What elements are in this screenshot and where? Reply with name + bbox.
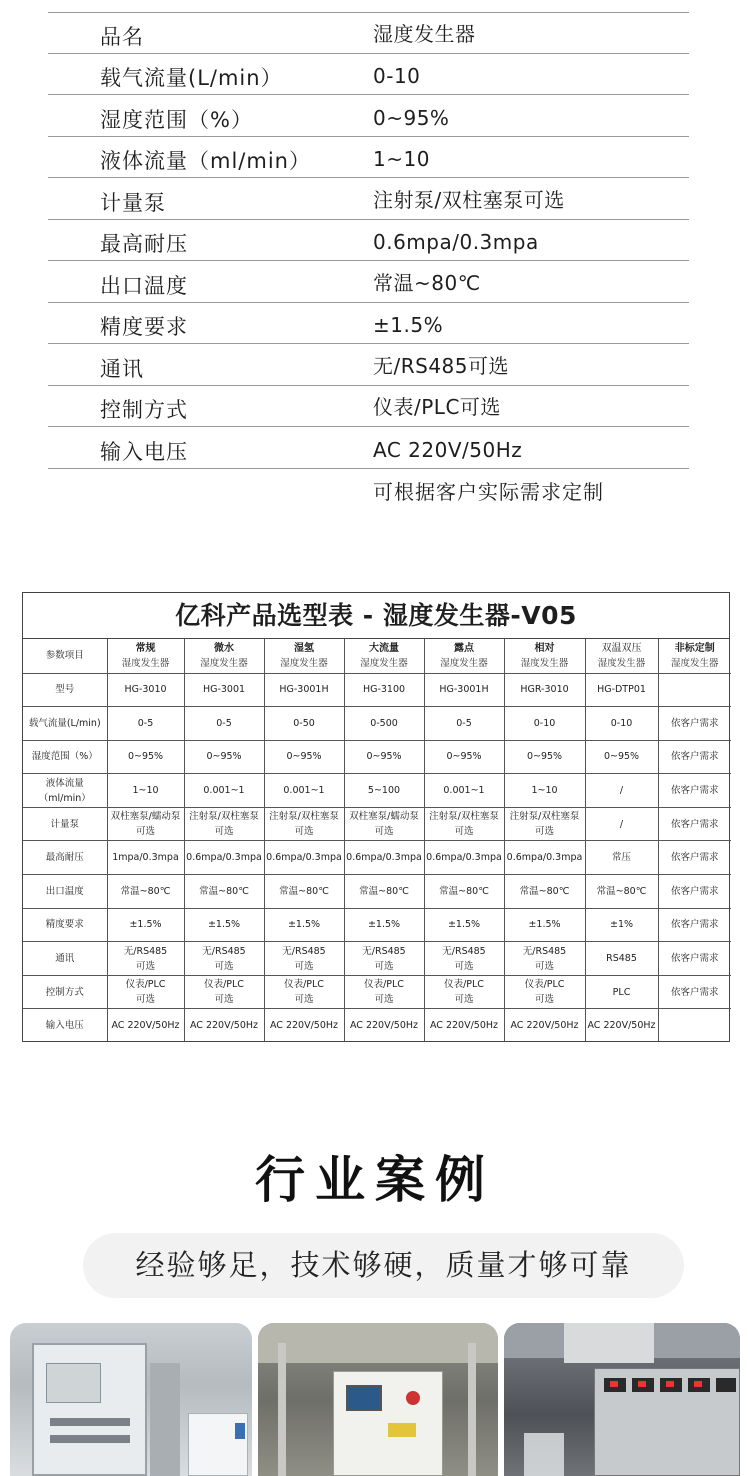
table-cell (107, 774, 184, 808)
table-cell (424, 908, 504, 942)
table-cell (264, 975, 344, 1009)
table-cell (107, 908, 184, 942)
table-cell (658, 673, 731, 707)
spec-key: 控制方式 (100, 398, 188, 422)
cell-line: ±1.5% (447, 919, 481, 931)
spec-value: 注射泵/双柱塞泵可选 (373, 187, 565, 212)
spec-value: AC 220V/50Hz (373, 437, 523, 462)
column-name: 双温双压 (601, 642, 642, 654)
row-label-cell: 出口温度 (23, 875, 107, 909)
cell-line: 依客户需求 (670, 818, 719, 830)
table-cell (504, 908, 585, 942)
spec-value: 0.6mpa/0.3mpa (373, 230, 539, 254)
row-label-cell: 湿度范围（%） (23, 740, 107, 774)
table-cell (504, 807, 585, 841)
table-row (23, 908, 731, 942)
cell-line: 0~95% (603, 751, 640, 763)
cell-line: 依客户需求 (670, 785, 719, 797)
column-header-cell (424, 639, 504, 673)
spec-key: 液体流量（ml/min） (100, 149, 311, 173)
cell-line: 可选 (135, 994, 155, 1006)
table-cell (658, 975, 731, 1009)
column-header-cell (184, 639, 264, 673)
spec-row (48, 303, 689, 345)
table-cell (264, 807, 344, 841)
table-cell (658, 875, 731, 909)
cell-line: 依客户需求 (670, 751, 719, 763)
cell-line: ±1.5% (129, 919, 162, 931)
cell-line: 0.6mpa/0.3mpa (266, 852, 342, 864)
cell-line: 依客户需求 (670, 885, 719, 897)
table-cell (264, 707, 344, 741)
spec-value: 0~95% (373, 105, 450, 130)
selection-table-title: 亿科产品选型表 - 湿度发生器-V05 (23, 593, 729, 639)
table-cell (504, 1009, 585, 1041)
column-header-cell (107, 639, 184, 673)
cell-line: 常温~80℃ (596, 885, 647, 897)
spec-value: 无/RS485可选 (373, 353, 510, 378)
table-cell (424, 942, 504, 976)
spec-value: 1~10 (373, 147, 430, 171)
column-name: 常规 (135, 642, 156, 654)
spec-row (48, 137, 689, 179)
spec-value: 常温~80℃ (373, 270, 481, 295)
table-cell (424, 707, 504, 741)
cell-line: 仪表/PLC (524, 979, 565, 991)
cell-line: 可选 (214, 960, 234, 972)
cell-line: 0.001~1 (203, 785, 245, 797)
table-cell (184, 673, 264, 707)
cell-line: HG-DTP01 (597, 684, 646, 696)
cell-line: ±1.5% (528, 919, 561, 931)
cell-line: PLC (612, 986, 631, 998)
table-cell (504, 673, 585, 707)
table-cell (424, 673, 504, 707)
column-name: 露点 (454, 642, 474, 654)
cell-line: 依客户需求 (670, 852, 719, 864)
table-cell (658, 1009, 731, 1041)
table-cell (107, 975, 184, 1009)
table-cell (264, 1009, 344, 1041)
table-cell (424, 875, 504, 909)
cell-line: 注射泵/双柱塞泵 (429, 811, 499, 823)
cell-line: 1mpa/0.3mpa (112, 852, 179, 864)
table-cell (504, 707, 585, 741)
cell-line: 可选 (294, 994, 314, 1006)
cell-line: HG-3010 (124, 684, 167, 696)
cell-line: 可选 (135, 960, 155, 972)
cell-line: 双柱塞泵/蠕动泵 (110, 811, 181, 823)
spec-row (48, 427, 689, 469)
cell-line: 注射泵/双柱塞泵 (269, 811, 339, 823)
cell-line: 常温~80℃ (519, 885, 570, 897)
cell-line: 0.001~1 (283, 785, 325, 797)
cell-line: / (619, 818, 624, 830)
cell-line: 可选 (374, 826, 394, 838)
row-label-cell: 精度要求 (23, 908, 107, 942)
table-cell (585, 942, 658, 976)
table-cell (658, 707, 731, 741)
cell-line: 仪表/PLC (284, 979, 324, 991)
table-cell (585, 740, 658, 774)
cases-title: 行业案例 (255, 1151, 495, 1209)
column-header-cell (504, 639, 585, 673)
column-subtitle: 湿度发生器 (597, 657, 646, 669)
column-name: 大流量 (369, 642, 399, 654)
cell-line: 可选 (534, 994, 554, 1006)
spec-row (48, 220, 689, 262)
case-photo-generator-cabinet (258, 1323, 498, 1476)
cell-line: HG-3001 (202, 684, 246, 696)
column-subtitle: 湿度发生器 (440, 657, 488, 669)
cell-line: 常温~80℃ (359, 885, 409, 897)
cell-line: / (619, 785, 624, 797)
column-subtitle: 湿度发生器 (520, 657, 569, 669)
table-cell (344, 807, 424, 841)
row-label-cell: 型号 (23, 673, 107, 707)
row-label-cell: 最高耐压 (23, 841, 107, 875)
table-cell (585, 841, 658, 875)
table-cell (184, 1009, 264, 1041)
table-cell (504, 740, 585, 774)
spec-key: 精度要求 (100, 315, 188, 339)
cell-line: 依客户需求 (670, 953, 719, 965)
cell-line: HG-3001H (279, 684, 329, 696)
spec-row (48, 386, 689, 428)
cell-line: 仪表/PLC (364, 979, 404, 991)
selection-table-grid (23, 639, 731, 1041)
cell-line: 0-5 (137, 717, 154, 729)
cell-line: 可选 (294, 960, 314, 972)
cell-line: 可选 (374, 994, 394, 1006)
table-cell (184, 975, 264, 1009)
param-header-cell: 参数项目 (23, 639, 107, 673)
column-name: 非标定制 (674, 642, 715, 654)
spec-key: 出口温度 (100, 273, 188, 298)
table-cell (344, 875, 424, 909)
cell-line: AC 220V/50Hz (269, 1019, 339, 1031)
table-cell (107, 673, 184, 707)
row-label-cell: 载气流量(L/min) (23, 707, 107, 741)
column-header-cell (658, 639, 731, 673)
cell-line: 无/RS485 (442, 945, 486, 957)
cell-line: ±1% (609, 919, 634, 931)
cell-line: 1~10 (132, 785, 159, 797)
cell-line: 0-500 (370, 717, 398, 729)
spec-key: 计量泵 (100, 190, 166, 215)
cell-line: 可选 (534, 960, 554, 972)
cell-line: 0~95% (526, 751, 563, 763)
cell-line: HGR-3010 (520, 684, 569, 696)
table-cell (504, 975, 585, 1009)
cell-line: 依客户需求 (670, 986, 719, 998)
cell-line: AC 220V/50Hz (587, 1019, 656, 1031)
cell-line: 0~95% (286, 751, 322, 763)
spec-key: 载气流量(L/min） (100, 66, 283, 90)
column-subtitle: 湿度发生器 (280, 657, 328, 669)
table-cell (264, 774, 344, 808)
table-cell (658, 807, 731, 841)
spec-list (48, 12, 689, 469)
cell-line: 常温~80℃ (120, 885, 171, 897)
cell-line: 可选 (135, 826, 155, 838)
table-cell (107, 841, 184, 875)
column-subtitle: 湿度发生器 (360, 657, 408, 669)
case-photo-control-panel (504, 1323, 740, 1476)
cell-line: 双柱塞泵/蠕动泵 (349, 811, 419, 823)
cell-line: AC 220V/50Hz (510, 1019, 579, 1031)
cell-line: AC 220V/50Hz (429, 1019, 499, 1031)
spec-key: 通讯 (100, 356, 144, 381)
table-cell (184, 707, 264, 741)
cell-line: 无/RS485 (282, 945, 326, 957)
table-cell (585, 774, 658, 808)
cell-line: 0.6mpa/0.3mpa (426, 852, 502, 864)
row-label-cell: 计量泵 (23, 807, 107, 841)
table-cell (264, 908, 344, 942)
cell-line: 仪表/PLC (444, 979, 484, 991)
table-cell (504, 841, 585, 875)
column-header-cell (344, 639, 424, 673)
cell-line: 无/RS485 (202, 945, 246, 957)
column-subtitle: 湿度发生器 (121, 657, 170, 669)
table-cell (184, 740, 264, 774)
table-cell (424, 1009, 504, 1041)
table-cell (504, 875, 585, 909)
cell-line: 0.6mpa/0.3mpa (346, 852, 422, 864)
table-cell (344, 1009, 424, 1041)
table-cell (107, 1009, 184, 1041)
cell-line: 仪表/PLC (125, 979, 166, 991)
table-cell (585, 673, 658, 707)
table-cell (107, 875, 184, 909)
spec-row (48, 344, 689, 386)
cell-line: 无/RS485 (362, 945, 406, 957)
table-cell (344, 774, 424, 808)
spec-row (48, 12, 689, 54)
table-row (23, 942, 731, 976)
table-row (23, 774, 731, 808)
cell-line: AC 220V/50Hz (111, 1019, 180, 1031)
spec-key: 输入电压 (100, 439, 188, 464)
row-label-cell: 输入电压 (23, 1009, 107, 1041)
column-subtitle: 湿度发生器 (670, 657, 719, 669)
table-cell (344, 673, 424, 707)
table-cell (107, 740, 184, 774)
cell-line: 0-5 (456, 717, 472, 729)
table-cell (107, 807, 184, 841)
table-cell (585, 875, 658, 909)
cell-line: 注射泵/双柱塞泵 (509, 811, 580, 823)
cell-line: 0-10 (533, 717, 556, 729)
table-cell (344, 975, 424, 1009)
cell-line: 0~95% (127, 751, 164, 763)
spec-key: 湿度范围（%） (100, 107, 253, 132)
cell-line: 可选 (294, 826, 314, 838)
table-cell (658, 774, 731, 808)
selection-table (22, 592, 730, 1042)
table-header-row (23, 639, 731, 673)
table-cell (424, 774, 504, 808)
spec-value: ±1.5% (373, 313, 444, 337)
table-cell (658, 841, 731, 875)
cell-line: 0.001~1 (443, 785, 485, 797)
table-cell (658, 740, 731, 774)
column-header-cell (585, 639, 658, 673)
table-cell (264, 740, 344, 774)
table-cell (504, 942, 585, 976)
table-row (23, 807, 731, 841)
table-cell (344, 740, 424, 774)
spec-row (48, 54, 689, 96)
cell-line: ±1.5% (367, 919, 401, 931)
cell-line: 0.6mpa/0.3mpa (506, 852, 583, 864)
spec-row (48, 261, 689, 303)
cell-line: 仪表/PLC (204, 979, 244, 991)
table-cell (585, 707, 658, 741)
table-cell (585, 975, 658, 1009)
cell-line: 可选 (374, 960, 394, 972)
cell-line: 0-50 (293, 717, 315, 729)
cell-line: 无/RS485 (522, 945, 567, 957)
cases-slogan: 经验够足，技术够硬，质量才够可靠 (83, 1233, 684, 1298)
cell-line: 无/RS485 (123, 945, 168, 957)
cell-line: 可选 (454, 994, 474, 1006)
table-row (23, 673, 731, 707)
table-cell (424, 841, 504, 875)
cell-line: 常压 (611, 852, 631, 864)
spec-note: 可根据客户实际需求定制 (373, 480, 604, 504)
table-cell (184, 841, 264, 875)
spec-row (48, 95, 689, 137)
table-cell (264, 875, 344, 909)
table-cell (264, 841, 344, 875)
table-cell (658, 908, 731, 942)
cell-line: 0.6mpa/0.3mpa (186, 852, 262, 864)
table-cell (585, 807, 658, 841)
table-cell (424, 807, 504, 841)
spec-key: 品名 (100, 24, 144, 49)
table-cell (184, 807, 264, 841)
table-cell (344, 942, 424, 976)
table-cell (184, 774, 264, 808)
table-cell (344, 707, 424, 741)
row-label-cell: 通讯 (23, 942, 107, 976)
cell-line: AC 220V/50Hz (349, 1019, 419, 1031)
table-cell (424, 740, 504, 774)
cell-line: 0-10 (610, 717, 633, 729)
cell-line: 1~10 (531, 785, 558, 797)
table-row (23, 740, 731, 774)
cell-line: HG-3001H (439, 684, 489, 696)
table-cell (585, 908, 658, 942)
table-cell (424, 975, 504, 1009)
table-row (23, 841, 731, 875)
cell-line: 依客户需求 (670, 919, 719, 931)
table-row (23, 707, 731, 741)
cell-line: ±1.5% (207, 919, 241, 931)
table-row (23, 975, 731, 1009)
column-name: 相对 (534, 642, 555, 654)
table-row (23, 875, 731, 909)
cell-line: 可选 (214, 826, 234, 838)
cell-line: 0~95% (206, 751, 242, 763)
row-label-cell: 控制方式 (23, 975, 107, 1009)
spec-value: 湿度发生器 (373, 21, 476, 46)
column-subtitle: 湿度发生器 (200, 657, 248, 669)
spec-value: 仪表/PLC可选 (373, 395, 501, 419)
cell-line: 0-5 (216, 717, 232, 729)
table-cell (184, 908, 264, 942)
case-photo-lab-rig (10, 1323, 252, 1476)
cell-line: 可选 (454, 826, 474, 838)
table-row (23, 1009, 731, 1041)
column-name: 湿氢 (294, 642, 314, 654)
table-cell (264, 673, 344, 707)
table-cell (504, 774, 585, 808)
table-cell (107, 942, 184, 976)
cell-line: ±1.5% (287, 919, 321, 931)
cell-line: 常温~80℃ (279, 885, 329, 897)
cell-line: AC 220V/50Hz (189, 1019, 259, 1031)
cell-line: 常温~80℃ (199, 885, 249, 897)
cell-line: 可选 (534, 826, 554, 838)
cell-line: HG-3100 (362, 684, 406, 696)
cell-line: 可选 (454, 960, 474, 972)
spec-key: 最高耐压 (100, 232, 188, 256)
table-cell (107, 707, 184, 741)
cell-line: 0~95% (366, 751, 402, 763)
table-cell (264, 942, 344, 976)
cell-line: 常温~80℃ (439, 885, 489, 897)
table-cell (184, 875, 264, 909)
table-cell (658, 942, 731, 976)
cell-line: RS485 (606, 953, 637, 965)
cell-line: 0~95% (446, 751, 482, 763)
table-cell (344, 908, 424, 942)
spec-value: 0-10 (373, 64, 421, 88)
table-cell (344, 841, 424, 875)
table-cell (184, 942, 264, 976)
cell-line: 注射泵/双柱塞泵 (189, 811, 259, 823)
column-header-cell (264, 639, 344, 673)
cell-line: 5~100 (367, 785, 401, 797)
column-name: 微水 (214, 642, 234, 654)
cell-line: 可选 (214, 994, 234, 1006)
row-label-cell: 液体流量（ml/min） (23, 774, 107, 808)
table-cell (585, 1009, 658, 1041)
cell-line: 依客户需求 (670, 717, 719, 729)
spec-row (48, 178, 689, 220)
